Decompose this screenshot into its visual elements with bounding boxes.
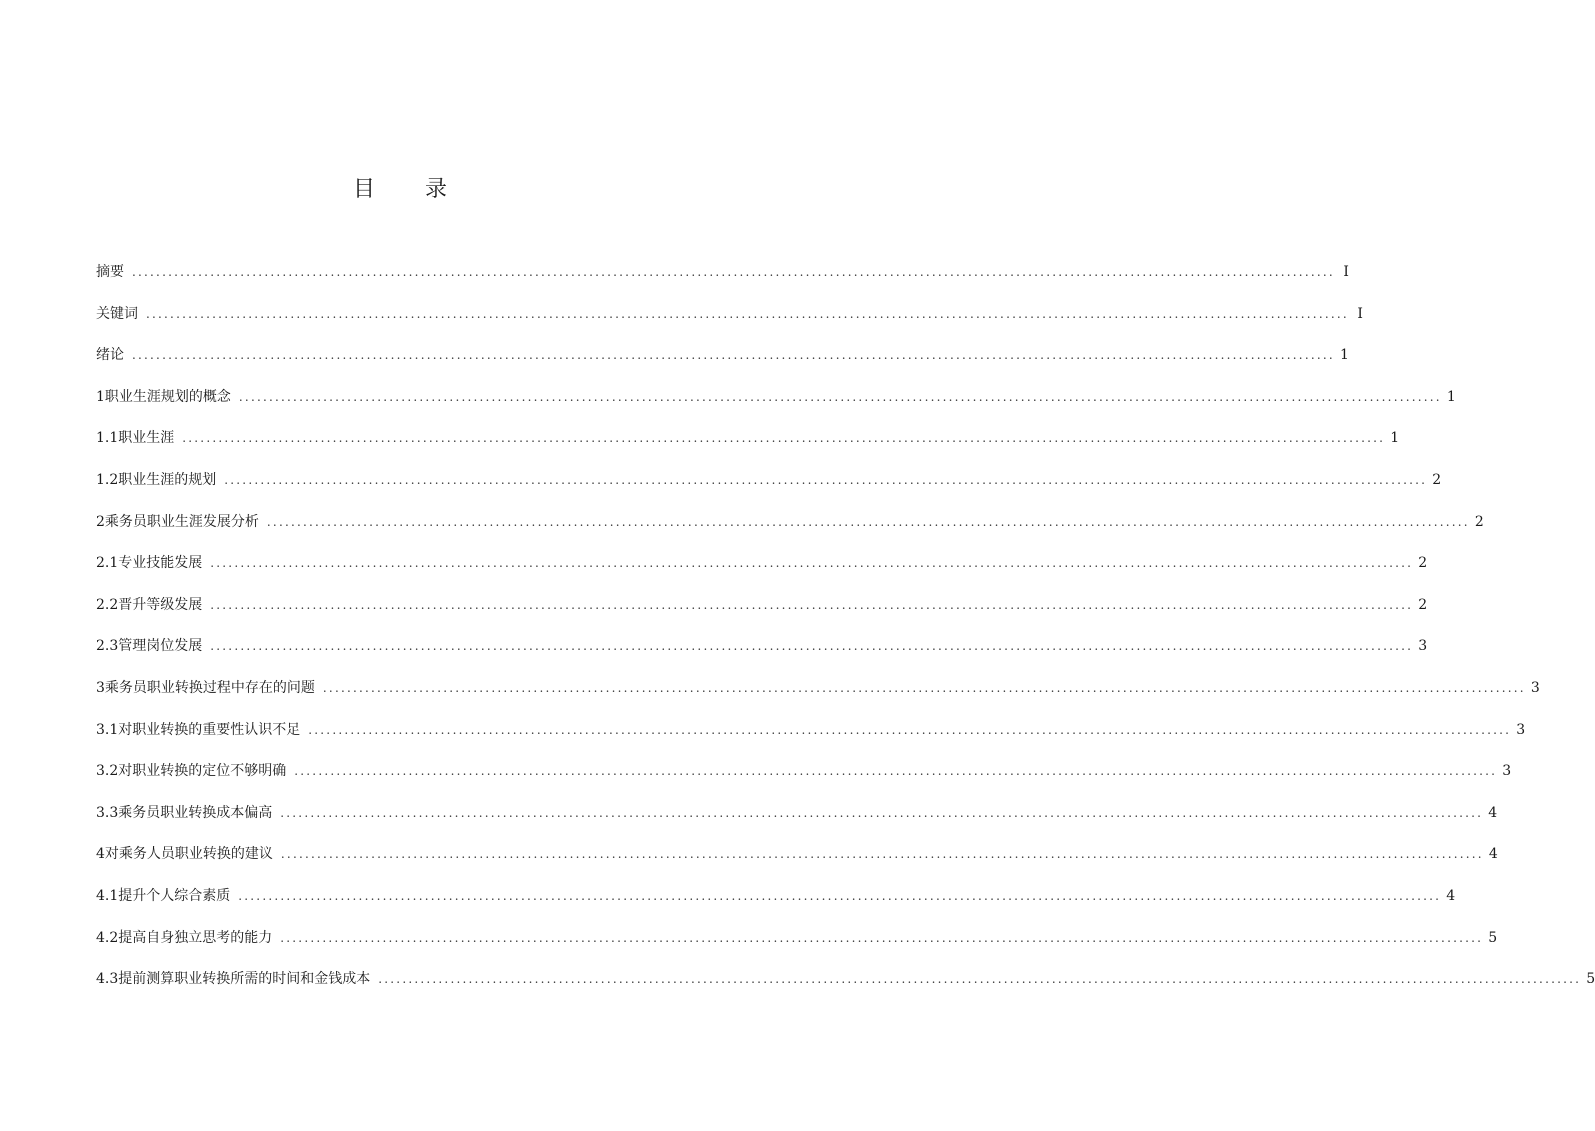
toc-entry-label: 职业生涯: [118, 430, 175, 447]
toc-entry[interactable]: [96, 803, 1498, 845]
title-char-2: 录: [425, 177, 448, 202]
toc-entry-number: 4.3: [96, 971, 119, 988]
page-title: [0, 172, 800, 203]
toc-entry-label: 管理岗位发展: [118, 638, 203, 655]
toc-entry[interactable]: [96, 512, 1484, 554]
toc-entry-number: 3.2: [96, 763, 119, 780]
toc-entry-page-number: 1: [1446, 388, 1456, 405]
toc-entry-page-number: 2: [1418, 596, 1428, 613]
toc-entry-number: 3.3: [96, 804, 119, 821]
toc-entry-label: 对职业转换的定位不够明确: [118, 763, 287, 780]
toc-dot-leader: ........................................................................................................................................................................................................: [182, 431, 1386, 446]
toc-entry-page-number: 3: [1530, 679, 1540, 696]
toc-dot-leader: ........................................................................................................................................................................................................: [280, 847, 1484, 862]
toc-entry[interactable]: [96, 761, 1512, 803]
toc-dot-leader: ........................................................................................................................................................................................................: [132, 265, 1335, 279]
toc-entry[interactable]: [96, 345, 1349, 387]
toc-entry-page-number: 3: [1418, 638, 1428, 655]
toc-dot-leader: ........................................................................................................................................................................................................: [146, 306, 1349, 321]
toc-entry-label: 关键词: [96, 305, 138, 322]
toc-entry[interactable]: [96, 678, 1540, 720]
toc-dot-leader: ........................................................................................................................................................................................................: [294, 764, 1498, 779]
toc-entry-page-number: 4: [1488, 846, 1498, 863]
toc-entry-label: 职业生涯的规划: [118, 471, 217, 488]
toc-entry-label: 提升个人综合素质: [118, 887, 231, 904]
toc-entry-label: 绪论: [96, 347, 124, 364]
toc-entry[interactable]: [96, 304, 1363, 346]
toc-dot-leader: ........................................................................................................................................................................................................: [224, 472, 1428, 487]
toc-dot-leader: ........................................................................................................................................................................................................: [210, 639, 1414, 654]
toc-entry-page-number: 3: [1516, 721, 1526, 738]
toc-entry-page-number: 2: [1418, 555, 1428, 572]
toc-dot-leader: ........................................................................................................................................................................................................: [378, 972, 1582, 987]
toc-entry[interactable]: [96, 720, 1526, 762]
toc-entry-page-number: I: [1357, 305, 1363, 322]
toc-entry-number: 2.1: [96, 555, 119, 572]
toc-entry-label: 摘要: [96, 264, 124, 280]
toc-entry-label: 乘务员职业生涯发展分析: [104, 513, 259, 530]
toc-entry-number: 1.1: [96, 430, 119, 447]
toc-entry-number: 4.2: [96, 929, 119, 946]
toc-entry-label: 提前测算职业转换所需的时间和金钱成本: [118, 971, 371, 988]
toc-dot-leader: ........................................................................................................................................................................................................: [238, 888, 1442, 903]
toc-dot-leader: ........................................................................................................................................................................................................: [132, 348, 1335, 363]
toc-entry-label: 晋升等级发展: [118, 596, 203, 613]
toc-entry-number: 2.2: [96, 596, 119, 613]
toc-entry[interactable]: [96, 428, 1400, 470]
toc-dot-leader: ........................................................................................................................................................................................................: [266, 514, 1470, 529]
toc-entry[interactable]: [96, 928, 1498, 970]
toc-dot-leader: ........................................................................................................................................................................................................: [322, 680, 1526, 695]
table-of-contents: [96, 262, 1595, 1011]
toc-entry[interactable]: [96, 844, 1498, 886]
toc-entry-number: 3.1: [96, 721, 119, 738]
toc-entry-number: 3: [96, 679, 105, 696]
toc-entry[interactable]: [96, 470, 1442, 512]
toc-entry-page-number: 4: [1488, 804, 1498, 821]
toc-entry-number: 2: [96, 513, 105, 530]
toc-entry-page-number: 2: [1432, 471, 1442, 488]
toc-entry-label: 提高自身独立思考的能力: [118, 929, 273, 946]
toc-dot-leader: ........................................................................................................................................................................................................: [280, 805, 1484, 820]
toc-entry[interactable]: [96, 636, 1428, 678]
toc-entry[interactable]: [96, 969, 1595, 1011]
toc-dot-leader: ........................................................................................................................................................................................................: [308, 722, 1512, 737]
toc-entry-page-number: 3: [1502, 763, 1512, 780]
toc-entry-page-number: 5: [1586, 971, 1595, 988]
toc-entry-number: 1.2: [96, 471, 119, 488]
toc-entry-label: 专业技能发展: [118, 555, 203, 572]
toc-entry-label: 乘务员职业转换成本偏高: [118, 804, 273, 821]
toc-entry-page-number: 2: [1474, 513, 1484, 530]
toc-entry[interactable]: [96, 387, 1456, 429]
toc-dot-leader: ........................................................................................................................................................................................................: [238, 389, 1442, 404]
toc-entry[interactable]: [96, 886, 1456, 928]
toc-entry-label: 对乘务人员职业转换的建议: [104, 846, 273, 863]
toc-dot-leader: ........................................................................................................................................................................................................: [280, 930, 1484, 945]
toc-dot-leader: ........................................................................................................................................................................................................: [210, 597, 1414, 612]
toc-entry[interactable]: [96, 553, 1428, 595]
toc-entry[interactable]: [96, 595, 1428, 637]
toc-entry-label: 对职业转换的重要性认识不足: [118, 721, 301, 738]
toc-entry[interactable]: [96, 262, 1349, 304]
toc-dot-leader: ........................................................................................................................................................................................................: [210, 556, 1414, 571]
toc-entry-page-number: 1: [1390, 430, 1400, 447]
toc-entry-label: 乘务员职业转换过程中存在的问题: [104, 679, 315, 696]
toc-entry-number: 4.1: [96, 887, 119, 904]
toc-entry-page-number: 1: [1339, 347, 1349, 364]
toc-entry-label: 职业生涯规划的概念: [104, 388, 231, 405]
toc-entry-page-number: I: [1343, 264, 1349, 280]
toc-entry-number: 1: [96, 388, 105, 405]
toc-entry-number: 4: [96, 846, 105, 863]
title-char-1: 目: [352, 177, 375, 202]
toc-entry-number: 2.3: [96, 638, 119, 655]
toc-entry-page-number: 4: [1446, 887, 1456, 904]
toc-entry-page-number: 5: [1488, 929, 1498, 946]
